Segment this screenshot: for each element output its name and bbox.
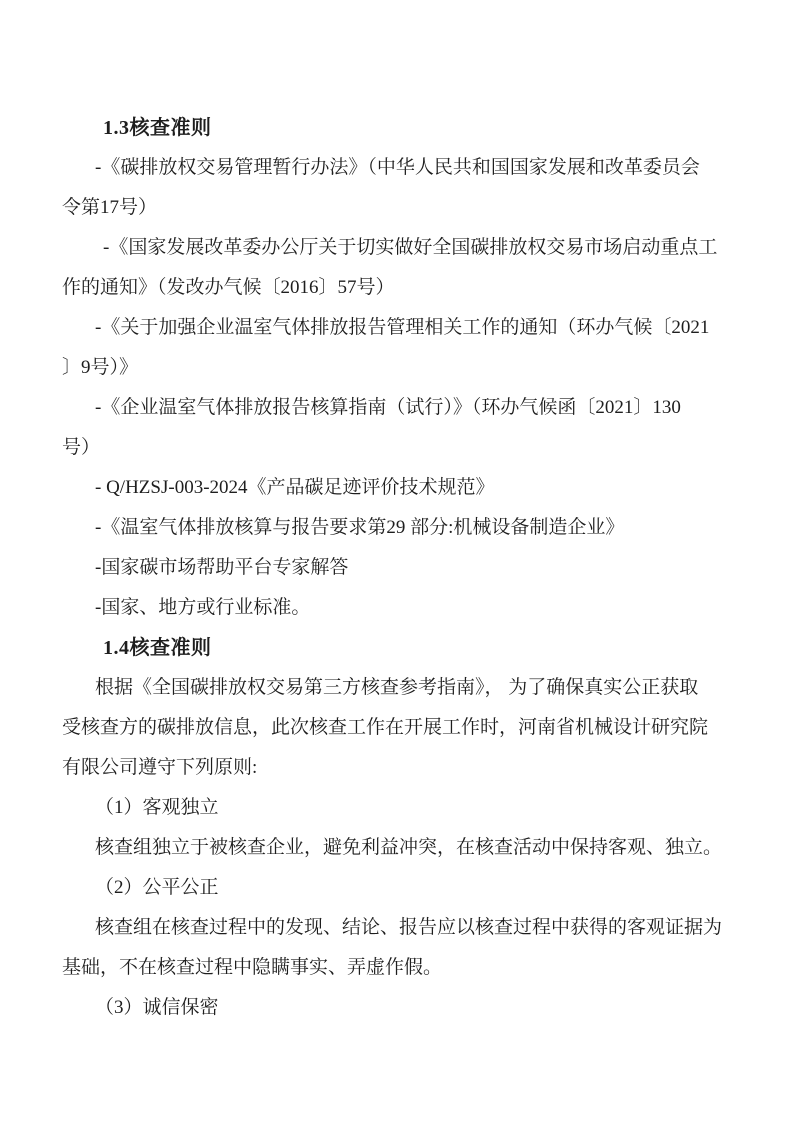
reference-line: -《关于加强企业温室气体排放报告管理相关工作的通知（环办气候〔2021 xyxy=(95,317,710,338)
reference-line: 作的通知》（发改办气候〔2016〕57号） xyxy=(62,277,395,298)
principle-item-line: 核查组独立于被核查企业，避免利益冲突，在核查活动中保持客观、独立。 xyxy=(95,837,723,858)
reference-line: 号） xyxy=(62,437,101,458)
document-body xyxy=(62,108,742,1028)
principle-item-title: （3）诚信保密 xyxy=(95,997,219,1018)
principles-intro-line: 有限公司遵守下列原则: xyxy=(62,757,258,778)
section-14-heading: 1.4核查准则 xyxy=(103,637,212,659)
reference-line: -《国家发展改革委办公厅关于切实做好全国碳排放权交易市场启动重点工 xyxy=(103,237,718,258)
principle-item-line: 基础，不在核查过程中隐瞒事实、弄虚作假。 xyxy=(62,957,443,978)
reference-line: 〕9号）》 xyxy=(62,357,139,378)
principles-intro-line: 受核查方的碳排放信息，此次核查工作在开展工作时，河南省机械设计研究院 xyxy=(62,717,709,738)
principle-item-line: 核查组在核查过程中的发现、结论、报告应以核查过程中获得的客观证据为 xyxy=(95,917,723,938)
reference-line: -《企业温室气体排放报告核算指南（试行）》（环办气候函〔2021〕130 xyxy=(95,397,681,418)
principles-intro-line: 根据《全国碳排放权交易第三方核查参考指南》， 为了确保真实公正获取 xyxy=(95,677,699,698)
principle-item-title: （1）客观独立 xyxy=(95,797,219,818)
principle-item-title: （2）公平公正 xyxy=(95,877,219,898)
reference-line: - Q/HZSJ-003-2024《产品碳足迹评价技术规范》 xyxy=(95,477,495,498)
reference-line: -《温室气体排放核算与报告要求第29 部分:机械设备制造企业》 xyxy=(95,517,625,538)
reference-line: -国家、地方或行业标准。 xyxy=(95,597,311,618)
section-13-heading: 1.3核查准则 xyxy=(103,117,212,139)
reference-line: 令第17号） xyxy=(62,197,158,218)
reference-line: -国家碳市场帮助平台专家解答 xyxy=(95,557,349,578)
reference-line: -《碳排放权交易管理暂行办法》（中华人民共和国国家发展和改革委员会 xyxy=(95,157,700,178)
